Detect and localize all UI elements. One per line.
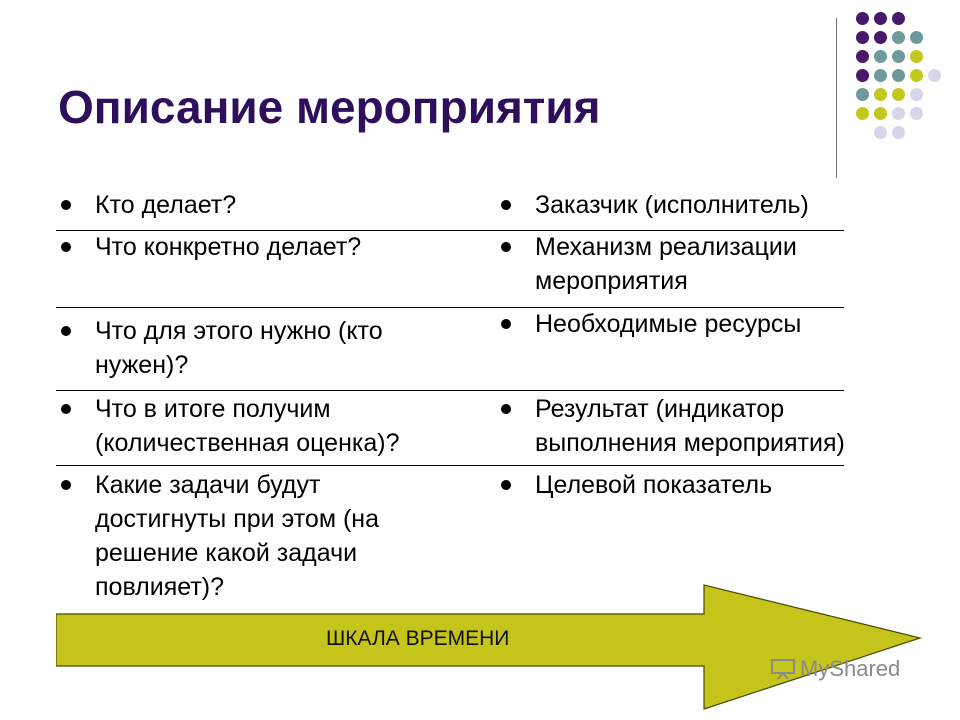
right-item-text: Механизм реализации мероприятия: [535, 233, 797, 295]
watermark-text: MyShared: [800, 656, 901, 681]
left-item-text: Что конкретно делает?: [95, 233, 362, 261]
decor-dot-grid: [850, 12, 946, 162]
presentation-board-icon: [770, 658, 796, 680]
decor-dot: [910, 107, 923, 120]
bullet-icon: [61, 200, 71, 210]
bullet-icon: [61, 480, 71, 490]
bullet-icon: [501, 200, 511, 210]
left-item-text: Что в итоге получим (количественная оценка)?: [95, 395, 400, 457]
bullet-icon: [61, 326, 71, 336]
decor-dot: [874, 107, 887, 120]
left-item-who: [95, 188, 455, 222]
decor-dot: [910, 88, 923, 101]
decor-dot: [892, 12, 905, 25]
decor-dot: [892, 107, 905, 120]
decor-dot: [892, 126, 905, 139]
decor-dot: [874, 69, 887, 82]
decor-dot: [874, 88, 887, 101]
decor-vertical-line: [836, 18, 837, 178]
right-item-text: Целевой показатель: [535, 471, 773, 499]
decor-dot: [910, 69, 923, 82]
decor-dot: [874, 12, 887, 25]
decor-dot: [928, 69, 941, 82]
slide-title: Описание мероприятия: [58, 81, 601, 133]
right-item-customer: [535, 188, 895, 222]
row-divider: [56, 390, 844, 391]
left-item-outcome: [95, 392, 475, 460]
timeline-label: ШКАЛА ВРЕМЕНИ: [326, 627, 510, 650]
decor-dot: [910, 31, 923, 44]
decor-dot: [856, 50, 869, 63]
right-item-text: Результат (индикатор выполнения мероприятия): [535, 395, 845, 457]
bullet-icon: [501, 480, 511, 490]
decor-dot: [874, 126, 887, 139]
left-item-text: Что для этого нужно (кто нужен)?: [95, 317, 383, 379]
bullet-icon: [501, 404, 511, 414]
decor-dot: [856, 31, 869, 44]
decor-dot: [874, 50, 887, 63]
right-item-text: Необходимые ресурсы: [535, 310, 802, 338]
right-item-resources: [535, 307, 895, 341]
right-item-result: [535, 392, 905, 460]
right-item-mechanism: [535, 230, 855, 298]
left-item-needed: [95, 314, 455, 382]
bullet-icon: [61, 242, 71, 252]
bullet-icon: [501, 242, 511, 252]
decor-dot: [856, 88, 869, 101]
decor-dot: [856, 69, 869, 82]
decor-dot: [856, 107, 869, 120]
decor-dot: [892, 69, 905, 82]
bullet-icon: [501, 319, 511, 329]
decor-dot: [856, 12, 869, 25]
left-item-text: Какие задачи будут достигнуты при этом (на решение какой задачи повлияет)?: [95, 471, 379, 601]
left-item-what: [95, 230, 455, 264]
decor-dot: [892, 31, 905, 44]
decor-dot: [892, 50, 905, 63]
bullet-icon: [61, 404, 71, 414]
decor-dot: [910, 50, 923, 63]
row-divider: [56, 465, 844, 466]
left-item-text: Кто делает?: [95, 191, 237, 219]
watermark: [770, 656, 900, 682]
decor-dot: [874, 31, 887, 44]
right-item-text: Заказчик (исполнитель): [535, 191, 809, 219]
decor-dot: [892, 88, 905, 101]
right-item-target: [535, 468, 895, 502]
